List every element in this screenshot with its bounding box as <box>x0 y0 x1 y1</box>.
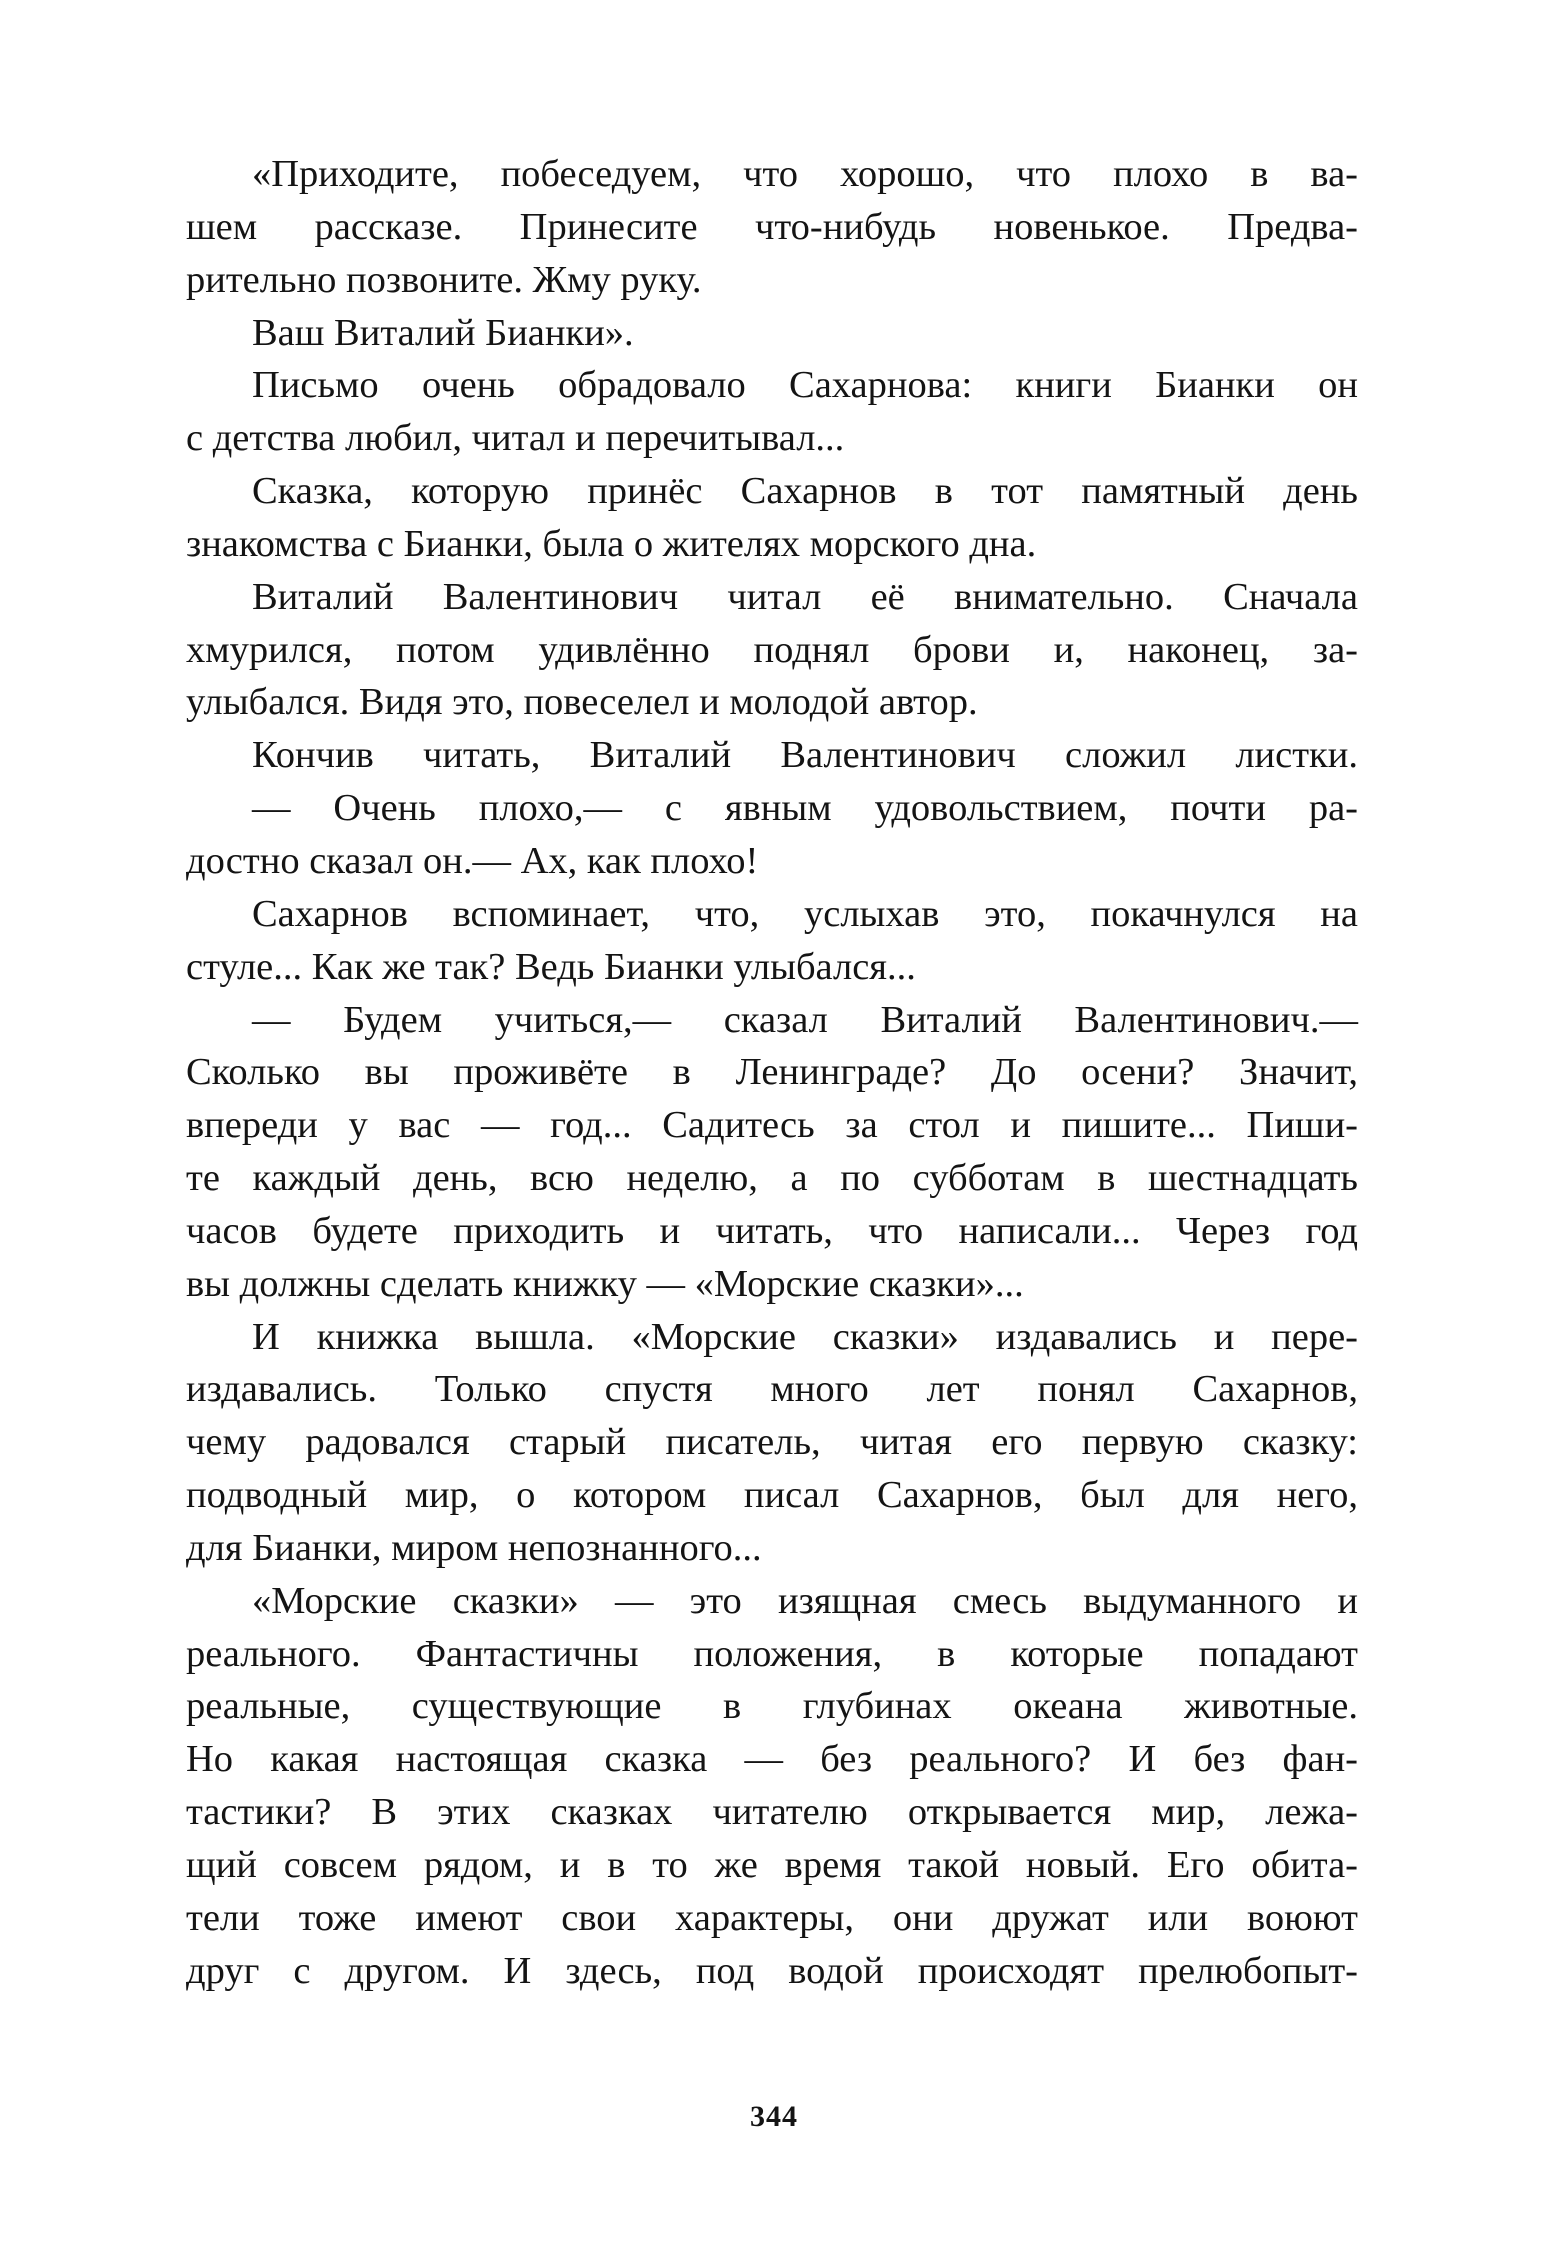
text-line: вы должны сделать книжку — «Морские сказки»... <box>186 1262 1024 1305</box>
text-line: подводный мир, о котором писал Сахарнов, был для него, <box>186 1474 1358 1517</box>
text-line: хмурился, потом удивлённо поднял брови и, наконец, за- <box>186 628 1358 671</box>
text-line: знакомства с Бианки, была о жителях морского дна. <box>186 522 1037 565</box>
text-line: реального. Фантастичны положения, в которые попадают <box>186 1632 1358 1675</box>
text-line: «Морские сказки» — это изящная смесь выдуманного и <box>252 1579 1358 1622</box>
text-line: шем рассказе. Принесите что-нибудь новенькое. Предва- <box>186 205 1358 248</box>
text-line: издавались. Только спустя много лет понял Сахарнов, <box>186 1368 1358 1411</box>
text-line: Виталий Валентинович читал её внимательно. Сначала <box>252 575 1358 618</box>
page-number: 344 <box>750 2100 798 2133</box>
text-line: чему радовался старый писатель, читая его первую сказку: <box>186 1421 1358 1464</box>
text-line: рительно позвоните. Жму руку. <box>186 258 702 301</box>
text-line: Сколько вы проживёте в Ленинграде? До осени? Значит, <box>186 1051 1358 1094</box>
text-line: щий совсем рядом, и в то же время такой новый. Его обита- <box>186 1844 1358 1886</box>
text-line: те каждый день, всю неделю, а по субботам в шестнадцать <box>186 1157 1358 1200</box>
text-line: тели тоже имеют свои характеры, они дружат или воюют <box>186 1896 1358 1939</box>
letter-signature-line: Ваш Виталий Бианки». <box>252 311 634 354</box>
text-line: для Бианки, миром непознанного... <box>186 1526 762 1569</box>
text-line: тастики? В этих сказках читателю открывается мир, лежа- <box>186 1791 1358 1834</box>
text-line: достно сказал он.— Ах, как плохо! <box>186 839 759 882</box>
text-line: — Очень плохо,— с явным удовольствием, почти ра- <box>252 787 1358 830</box>
text-line: Сказка, которую принёс Сахарнов в тот памятный день <box>252 470 1358 513</box>
text-line: — Будем учиться,— сказал Виталий Валентинович.— <box>252 998 1358 1041</box>
text-line: стуле... Как же так? Ведь Бианки улыбался... <box>186 945 916 988</box>
text-line: Кончив читать, Виталий Валентинович сложил листки. <box>252 734 1358 777</box>
text-line: Но какая настоящая сказка — без реального? И без фан- <box>186 1738 1358 1781</box>
text-line: Письмо очень обрадовало Сахарнова: книги Бианки он <box>252 364 1358 407</box>
text-line: часов будете приходить и читать, что написали... Через год <box>186 1209 1358 1252</box>
text-line: И книжка вышла. «Морские сказки» издавались и пере- <box>252 1315 1358 1358</box>
text-line: друг с другом. И здесь, под водой происходят прелюбопыт- <box>186 1949 1358 1992</box>
text-line: Сахарнов вспоминает, что, услыхав это, покачнулся на <box>252 892 1358 935</box>
text-line: «Приходите, побеседуем, что хорошо, что плохо в ва- <box>252 153 1358 195</box>
text-line: улыбался. Видя это, повеселел и молодой автор. <box>186 681 978 724</box>
body-text <box>186 148 1358 1998</box>
text-line: впереди у вас — год... Садитесь за стол и пишите... Пиши- <box>186 1104 1358 1147</box>
text-line: реальные, существующие в глубинах океана животные. <box>186 1685 1358 1728</box>
text-line: с детства любил, читал и перечитывал... <box>186 417 845 460</box>
